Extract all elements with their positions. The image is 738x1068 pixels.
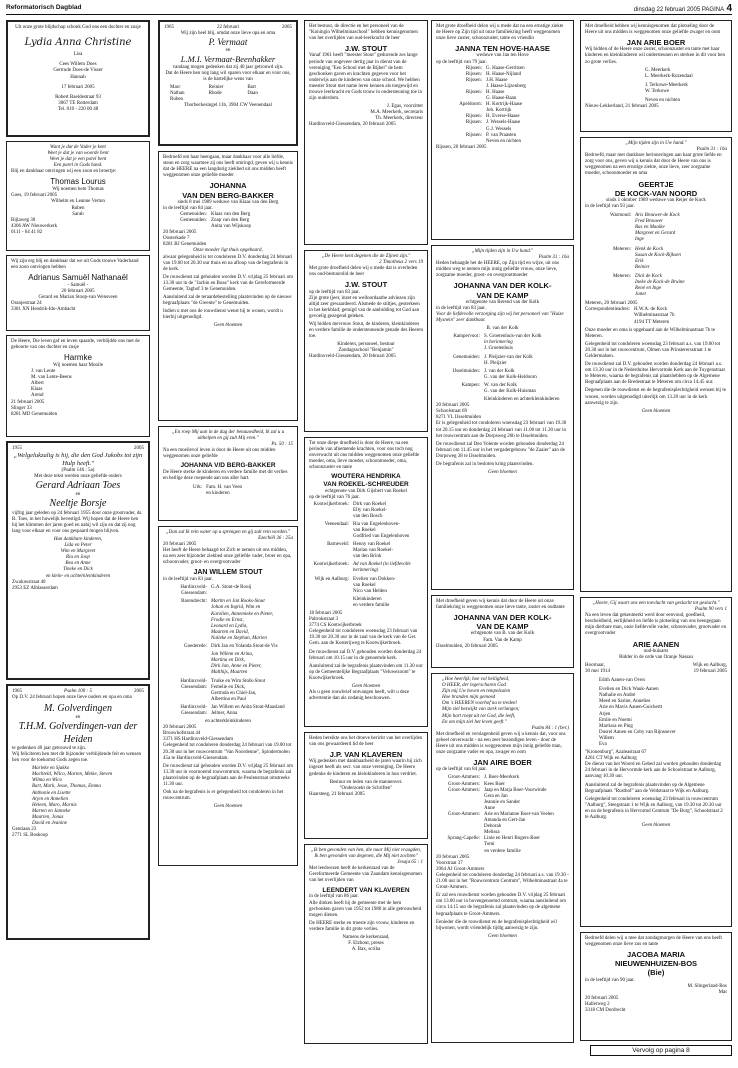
verse: „Mijn tijden zijn in Uw hand." — [625, 141, 687, 146]
verse-ref: 2 Timotheus 2 vers 19 — [379, 260, 423, 266]
ad-text: Met leedwezen heeft de kerkenraad van de Gereformeerde Gemeente van Zaandam kennisgenomen van het overlijden van — [309, 866, 422, 884]
deceased-name: JOHANNA V/D BERG-BAKKER — [180, 462, 276, 470]
ad-body-3: De rouwdienst zal gehouden worden D.V. vrijdag 25 februari om 13.30 uur in voornoemd rouwcentrum, waarna de begrafenis zal plaatsvinden op de begraafplaats aan de Peulenstraat omstreeks 11.30 uur. — [163, 763, 294, 787]
page-header — [6, 3, 732, 15]
deceased-name: ARIE AANEN — [632, 639, 680, 649]
child-name: Harmke — [63, 353, 92, 363]
ad-text: Wij zijn erg blij en dankbaar dat we uit Gods trouwe Vaderhand een zoon ontvingen hebben — [11, 259, 139, 271]
name-2: Neeltje Borsje — [49, 498, 107, 510]
ad-text: Wij zijn heel blij, omdat onze lieve opa en oma — [180, 31, 276, 37]
date: 20 februari 2005 — [163, 725, 197, 731]
age: op de leeftijd van 83 jaar. — [309, 289, 360, 295]
birth-death-dates: 30 mei 1914 19 februari 2005 — [585, 668, 727, 674]
child-name: Adrianus Samuël Nathanaël — [28, 273, 128, 283]
spouse: sinds 1 oktober 1989 weduwe van Reijer de Kock — [606, 197, 706, 203]
school-notice-stout — [304, 20, 428, 245]
deceased-name-1: JOHANNA — [209, 181, 247, 191]
ad-text: Na een moeilevol leven is door de Heere uit ons midden weggenomen onze geliefde — [163, 448, 276, 460]
birth-date: 20 februari 2005 — [61, 289, 95, 295]
notice-stout-zondagsschool — [304, 250, 428, 432]
ad-body-2: Vanaf 1961 heeft "meester Stout" gedurende zes lange periode van ongeveer dertig jaar in dienst van de vereniging "Een School met de Bijbel" de hem geschonken gaven en krachten gegeven voor het onderwijs aan de kinderen van onze school. We hebben meester Stout met name leren kennen als toegewijd en trouwe leerkracht en Gods trouw in ondersteuning toe in zijn ouderdom. — [309, 53, 423, 102]
age: in de leeftijd van 90 jaar. — [585, 977, 635, 983]
nickname: (Bie) — [647, 968, 665, 978]
verse-ref: Jesaja 65 : 1 — [397, 860, 423, 866]
place-date: Nieuw-Lekkerland, 21 februari 2005 — [585, 104, 659, 110]
ad-body-4: Ook na de begrafenis is er gelegenheid tot condoleren in het rouwcentrum. — [163, 790, 284, 802]
name-1: M. Golverdingen — [44, 703, 112, 715]
verse-ref: Ezechiël 36 : 25a — [258, 536, 293, 542]
family-list: Hun dankbare kinderen, Lida en Peter Wim en Margreet Ria en Joop Bea en Anne Tineke en Dick en klein- en achterkleinkinderen — [45, 536, 111, 579]
signature: Bestuur en leden van de mannenver. "Onderzoekt de Schriften" — [329, 779, 403, 791]
ad-text: Bedroefd delen wij u mee dat zondagmorgen de Heere van ons heeft weggenomen onze lieve zus en tante — [585, 936, 722, 948]
ad-body: De Heere sterke de kinderen en verdere familie met dit verlies en heilige deze roepende aan ons aller hart. — [163, 470, 288, 482]
child-nickname: - Samuël - — [67, 282, 89, 288]
signature: J. Egas, voorzitter M.A. Meerkerk, secretaris Th. Meerkerk, directeur — [370, 104, 423, 122]
deceased-name-2: DE KOCK-VAN NOORD — [614, 188, 698, 198]
signature: Namens de kerkenraad, F. Elzhout, preses A. Bax, scriba — [342, 935, 390, 953]
verse-ref: Ps. 50 : 15 — [271, 442, 293, 448]
ad-body: Wij bidden of de Heere onze zuster, schoonzuster en tante met haar kinderen en kleinkinderen wil ondersteunen en sterken in dit voor hen zo grote verlies. — [585, 47, 725, 65]
city: 3067 TE Rotterdam — [58, 100, 98, 106]
ad-body-3: Eenieder die de rouwdienst en de begrafenisplechtigheid wil bijwonen, wordt vriendelijk tijdig aanwezig te zijn. — [436, 919, 557, 931]
anniversary-years: 1965 22 februari 2005 — [164, 25, 292, 30]
correspondence-address: Correspondentieadres: H.W.A. de Kock Wilhelminastraat 7b 4194 TT Meteren — [585, 307, 675, 325]
obituary-geertje-de-kock — [580, 137, 732, 592]
address: Hallerweg 2 3318 CM Dordrecht — [585, 1001, 626, 1014]
address: Bijlaweg 30 4306 AW Nieuwerkerk 0111 - 64 41 82 — [11, 217, 58, 235]
verse: „En roep Mij aan in de dag der benauwdheid, Ik zal u u uithelpen en gij zult Mij eren." — [171, 430, 285, 442]
deceased-name: J.P. VAN KLAVEREN — [329, 750, 403, 760]
family-list: M. Slingerland-Bos Mar — [687, 983, 727, 995]
ad-text: Tot onze diepe droefheid is door de Heere, na een periode van afnemende krachten, voor ons toch nog onverwacht uit ons midden weggenomen onze geliefde moeder, oma, lieve moeder, schoonmoeder, oma, schoonzuster en tante — [309, 441, 420, 471]
verse: „Dan zal Ik rein water op u sprengen en gij zult rein worden." — [165, 530, 291, 535]
parents: J. van Lente M. van Lente-Beens Albert Klaas Arend — [31, 369, 72, 399]
date: 20 februari 2005 — [163, 230, 197, 236]
ad-text: Met grote droefheid delen wij u mede dat is overleden ons oud-bestuurslid de heer — [309, 266, 418, 278]
ad-body: Wij gedenken met dankbaarheid de jaren waarin hij zich ingezet heeft als secr. van onze vereniging. De Heere gedenke de kinderen en kleinkinderen in hun verdriet. — [309, 759, 422, 777]
ad-body-4: Degenen die de rouwdienst en de begrafenisplechtigheid wensen bij te wonen, worden uitgenodigd uiterlijk om 13.20 uur in de kerk aanwezig te zijn. — [585, 388, 726, 406]
birth-date: Goes, 19 februari 2005 — [11, 193, 58, 199]
ad-body: sinds 8 mei 1989 weduwe van Klaas van den Berg — [177, 199, 279, 205]
deceased-name-2: VAN DE KAMP — [476, 622, 529, 632]
ad-body: vijftig jaar geleden op 24 februari 1955 door onze grootvader, ds. B. Toes, in het huwelijk bevestigd. Wij hopen dat de Heere hen bij het klimmen der jaren goed en nabij wil zijn en dat zij nog lang voor elkaar en voor ons gespaard mogen blijven. — [12, 510, 143, 534]
notice-leendert-van-klaveren — [304, 844, 428, 1044]
date: 20 februari 2005 — [436, 854, 470, 860]
deceased-name: JANNA TEN HOVE-HAASE — [455, 44, 550, 54]
birth-ad-harmke — [6, 335, 150, 437]
family-list: Edith Aanen-van Oven Evelien en Dick Wauk-Aanen Nathalie en André Meed en Sarine, Annelies Arie en Mavis Aanen-Guichertt Arjen Emile en Noemi Marrissa en Ping Dusrel Aanen en Coby van Rijnsoever Willem Eva — [599, 678, 676, 748]
ad-body-2: Aansluitend zal de begrafenis plaatsvinden op de Algemene Begraafplaats "Rusthof" aan de Veldstraat te Wijk en Aalburg. — [585, 782, 710, 794]
verse-ref: Psalm 90 vers 1 — [694, 607, 727, 613]
address: Robert Baeldestraat 93 — [55, 94, 101, 100]
deceased-name-1: JACOBA MARIA — [626, 950, 686, 960]
spouse: echtgenote van Berend van der Kolk — [465, 299, 540, 305]
continued-on-page-8-link[interactable]: Vervolg op pagina 8 — [590, 1045, 732, 1056]
deceased-name-1: JOHANNA VAN DER KOLK- — [453, 613, 552, 623]
ad-text: Met droefheid geven wij kennis dat door de Heere uit onze familiekring is weggenomen onze lieve tante, zuster en oudtante — [436, 599, 565, 611]
anniversary-ad-toes — [6, 441, 150, 680]
address: Oosterkade 7 8281 BJ Genemuiden — [163, 236, 207, 248]
deceased-name: LEENDERT VAN KLAVEREN — [322, 886, 410, 894]
ad-body-3: De rouwdienst zal gehouden worden D.V. vrijdag 25 februari om 13.30 uur in de "Jachin en Boaz" kerk van de Gereformeerde Gemeente, Taghof 3 te Genemuiden. — [163, 274, 294, 292]
family-list: Hardinxveld-Giessendam: G.A. Stout-de Rooij Barendrecht: Martin en Jan Rooks-Stout Johan en Ingrid, Wim en Karolien, Annemieke en Pieter, Frodie en Ernst, Leonard en Lydia, Maarten en David, Nalieke en Stephan, Marien Goederede: Dirk Jan en Yolanda Stout-de Vis Jan Willem en Arina, Martina en Dirk, Dirk Jan, Anne en Pieter, Matthijs, Maarten Hardinxveld-Giessendam: Truike en Wim Stolk-Stout Femelie en Dick, Gertruda en Chiel-Jan, Albertina en Paul Hardinxveld-Giessendam: Jan Willem en Anita Stout-Maasland Jelmer, Anna — [180, 585, 285, 716]
obituary-jan-willem-stout — [158, 526, 298, 866]
ad-body-2: De rouwdienst zal Deo Volente worden gehouden donderdag 24 februari om 11.45 uur in het vergadergebouw "de Zaaier" aan de Dorpsweg 38 te IJsselmuiden. — [436, 441, 565, 459]
conjunction: en — [75, 492, 81, 498]
address: Zwaluwstraat 40 2953 EZ Alblasserdam — [12, 579, 58, 591]
verse-ref: Psalm 31 : 16a — [696, 147, 727, 153]
notice-johanna-van-de-kamp — [431, 595, 574, 668]
parents: Wilhelm en Leanne Verton Ruben Sarah — [51, 199, 105, 217]
name-1: Gerard Adriaan Toes — [35, 480, 121, 492]
ad-text: Met deze tekst werden onze geliefde ouders — [34, 474, 122, 480]
note: Voor de liefdevolle verzorging zijn wij het personeel van "Huize Mysnein" zeer dankbaar. — [436, 311, 564, 324]
date: 20 februari 2005 — [585, 995, 619, 1001]
ad-text: Met droefheid en verslagenheid geven wij u kennis dat, voor ons geheel onverwacht - na een zeer bezondigen leven - door de Heere uit ons midden is weggenomen mijn innig geliefde man, onze zorgzame vader en opa, zwager en oom — [436, 731, 566, 756]
place-date: IJsselmuiden, 20 februari 2005 — [436, 643, 498, 649]
deceased-name: JAN ARIE BOER — [626, 38, 686, 48]
address: Voorstraat 37 2964 AJ Groot-Ammers — [436, 860, 485, 872]
ad-footer: Als u geen rouwbrief ontvangen heeft, wilt u deze advertentie dan als zodanig beschouwen. — [309, 690, 410, 702]
place-date: Hardinxveld-Giessendam, 20 februari 2005 — [309, 354, 396, 360]
no-flowers-note: Geen bloemen — [213, 323, 243, 329]
signature: Kinderen, personeel, bestuur Zondagsschool "Benjamin" — [337, 342, 395, 354]
parent-1: Cees Willem Does — [59, 62, 97, 68]
ad-body-2: De HEERE sterke en troeste zijn vrouw, kinderen en verdere familie in dit grote verlies. — [309, 920, 415, 932]
deceased-name-2: NIEUWENHUIZEN-BOS — [614, 959, 698, 969]
age: op de leeftijd van 76 jaar. — [309, 495, 360, 501]
ad-body-3: De begrafenis zal in besloten kring plaatsvinden. — [436, 462, 534, 467]
name-2: T.H.M. Golverdingen-van der Heiden — [18, 721, 138, 745]
ad-body: vandaag mogen gedenken dat zij 40 jaar getrouwd zijn. — [172, 64, 284, 70]
newspaper-name: Reformatorisch Dagblad — [6, 4, 82, 11]
age: in de leeftijd van 86 jaar. — [309, 894, 359, 900]
name-1: P. Vermaat — [208, 37, 248, 48]
deceased-name: J.W. STOUT — [344, 280, 388, 290]
family-list: Kootwijkerbroek: Dirk van Roekel Elly van Roekel- van den Bosch Veenendaal: Ria van Engelenhoven- van Roekel Godfried van Engelenhoven Barneveld: Henny van Roekel Marian van Roekel- van den Brink Kootwijkerbroek: Ad van Roekel (in liefdevolle herinnering) Wijk en Aalburg: Evelien van Dokken- van Roekel Nico van Helden Kleinkinderen en verdere familie — [313, 501, 411, 608]
spouse: echtgenote van Dirk Gijsbert van Roekel — [325, 489, 407, 495]
ad-text: Bedroefd, maar met dankbare herinneringen aan haar grote liefde en zorg voor ons, geven wij u kennis dat door de Heere van ons is weggenomen na een ernstige ziekte, onze lieve, zeer zorgzame moeder, schoonmoeder en oma — [585, 153, 722, 177]
no-flowers-note: Geen bloemen — [641, 823, 671, 829]
date-line: 20 februari 2005 — [163, 542, 197, 548]
note: Onze moeder ligt thuis opgebaard, — [193, 248, 263, 254]
obituary-jacoba-nieuwenhuizen — [580, 932, 732, 1041]
date: 20 februari 2005 — [436, 403, 470, 409]
ad-body-5: Indien u met ons de rouwdienst wenst bij te wonen, wordt u hierbij uitgenodigd. — [163, 309, 283, 321]
verse: „De Heere kent degenen die de Zijnen zijn." — [321, 254, 411, 259]
family-list: Groot-Ammers: J. Boer-Meerkerk Groot-Ammers: Kees Boer Groot-Ammers: Jaap en Marja Boer-Voorwinde Gera en Jan Jeannie en Sander Anne Groot-Ammers: Arie en Marianne Boer-van Veelen Amanda en Gert-Jan Deborah Melissa Sprang-Capelle: Linie en Henri Bogers-Boer Tomi en verdere familie — [447, 775, 554, 854]
obituary-jan-aire-boer — [431, 673, 574, 1043]
address: Paltrokstraat 3 3774 CS Kootwijkerbroek — [309, 617, 362, 629]
obituary-arie-aanen — [580, 597, 732, 927]
age: in de leeftijd van 84 jaar. — [163, 205, 213, 211]
verse: „Mijn tijden zijn in Uw hand." — [471, 249, 534, 254]
ad-body: Het heeft de Heere behaagd tot Zich te nemen uit ons midden, na een zeer bijzonder ziekbed onze geliefde vader, broer en opa, schoonvader, groot- en overgrootvader — [163, 548, 292, 566]
family-list: G. Meerkerk L. Meerkerk-Rozendaal J. Terkowe-Meerkerk W. Terkowe Neven en nichten — [645, 67, 693, 103]
family-list: Marieke en Sjakko Machteld, Wilco, Marten, Meike, Steven Wilma en Wico Bart, Mark, Jesse, Thomas, Emma Anthonie en Lisette Arjen en Annelien Heleen, Maro, Marnix Marten en Janneke Maarten, Jonas David en Jeanine — [32, 766, 113, 826]
anniversary-years: 1955 2005 — [12, 446, 144, 451]
no-flowers-note: Geen bloemen — [213, 804, 243, 810]
age: in de leeftijd van 83 jaar. — [436, 305, 486, 311]
birth-ad-lydia — [6, 20, 150, 137]
ad-body-2: Gelegenheid tot condoleren donderdag 24 februari van 19.00 tot 20.30 uur in het rouwcentrum "Van Noordenne", Spindermolen 45a te Hardinxveld-Giessendam. — [163, 743, 292, 761]
child-name: Lydia Anna Christine — [24, 37, 132, 49]
family-list: Warmond: Aris Brouwer-de Kock Fred Brouwer Bas en Maaike Margreet en Gerard Inge Meteren: Henk de Kock Susan de Kock-Rijksen Erik Reinier Meteren: Dick de Kock Ineke de Kock-de Bruine René en Inge Janet — [610, 213, 685, 298]
child-nickname: Wij noemen hem Thomas — [52, 187, 104, 193]
family-list: Kampervoor: S. Groetenhuis-van der Kolk in herinnering J. Groetenhuis Genemuiden: J. Pleijzier-van der Kolk H. Pleijzier IJsselmuiden: J. van der Kolk G. van der Kolk-Heldoorn Kampen: W. van der Kolk G. van der Kolk-Huisman Kleinkinderen en achterkleinkinderen — [452, 334, 560, 403]
ad-body: te gedenken 40 jaar getrouwd te zijn. — [12, 745, 86, 751]
address: Slinger 33 8281 MD Genemuiden — [11, 405, 58, 417]
obituary-johanna-urk — [158, 426, 298, 521]
age: in de leeftijd van 93 jaar. — [585, 203, 635, 209]
obituary-johanna-berg-bakker — [158, 151, 298, 421]
ad-text: Heden bereikte ons het droeve bericht van het overlijden van ons gewaardeerd lid de heer — [309, 736, 423, 748]
place-date: Haarsteeg, 21 februari 2005 — [309, 791, 365, 797]
ad-body-4: Aansluitend zal de teraardebestelling plaatsvinden op de nieuwe begraafplaats "de Greente" te Genemuiden. — [163, 295, 292, 307]
deceased-name-1: GEERTJE — [638, 179, 674, 189]
no-flowers-note: Geen bloemen — [351, 684, 381, 690]
phone: Tel. 010 - 220 00 48 — [57, 106, 99, 112]
ad-body-2: alwaar gelegenheid is tot condoleren D.V. donderdag 24 februari van 19.00 tot 20.30 uur thuis en na afloop van de begrafenis in de kerk. — [163, 254, 293, 272]
verse: Want je dat de Vader je kent Weet je dat je van woorde bent Weet je dat je een parel bent Een parel in Gods hand. — [47, 145, 109, 169]
ad-body-2: De rouwdienst zal D.V. gehouden worden donderdag 24 februari om 10.15 uur in de genoemde kerk. — [309, 649, 422, 661]
birth-date: 17 februari 2005 — [61, 84, 95, 90]
ad-text: Met grote droefheid delen wij u mede dat na een ernstige ziekte de Heere op Zijn tijd uit onze familiekring heeft weggenomen onze lieve zuster, schoonzuster, tante en vriendin — [436, 24, 564, 42]
ad-body-3: Aansluitend zal de begrafenis plaatsvinden om 11.30 uur op de Gemeentelijke Begraafplaats "Veluwezoom" te Kootwijkerbroek. — [309, 663, 423, 681]
signature: Urk: Fam. H. van Veen en kinderen — [193, 484, 243, 496]
birth-death: Hoornaar, Wijk en Aalburg, — [585, 662, 727, 668]
notice-jan-arie-boer — [580, 20, 732, 132]
notice-van-klaveren-mannenver — [304, 732, 428, 839]
ad-intro: Uit onze grote blijdschap schonk God ons een dochter en zusje — [15, 25, 141, 30]
birth-ad-adrianus — [6, 255, 150, 331]
ad-body-2: Wij bidden mevrouw Stout, de kinderen, kleinkinderen en verdere familie de ondersteunende genade des Heeren toe. — [309, 321, 423, 340]
honour: Ridder in de orde van Oranje Nassau — [619, 654, 693, 660]
family-list: Gemenuiden: Klaas van den Berg Gemenuiden: Zoap van den Berg Anita van Wijskoop — [180, 211, 251, 230]
family-list: Rijssen: G. Haase-Gerritsen Rijssen: H. Haase-Nijland Rijssen: J.H. Haase J. Haase-Lijzenberg Rijssen: H. Haase G. Haase-Baan Apeldoorn: H. Kortrijk-Haase Joh. Kortrijk Rijssen: H. Everse-Haase Rijssen: J. Wessels-Haase G.J. Wessels Rijssen: P. van Praasten Neven en nichten — [459, 65, 526, 144]
address: Brouwhofstraat 44 3371 HS Hardinxveld-Giessendam — [163, 731, 233, 743]
no-flowers-note: Geen bloemen — [488, 933, 517, 939]
ad-body: Het bestuur, de directie en het personeel van de "Koningin Wilhelminaschool" hebben kennisgenomen van het overlijden van oud-leerkracht de heer — [309, 24, 418, 42]
obituary-woutera-van-roekel — [304, 437, 428, 727]
deceased-name-1: JOHANNA VAN DER KOLK- — [453, 281, 552, 291]
deceased-name-2: VAN DEN BERG-BAKKER — [182, 190, 274, 200]
date: Meteren, 20 februari 2005 — [585, 301, 638, 307]
deceased-name: JAN WILLEM STOUT — [193, 568, 263, 576]
anniversary-ad-golverdingen — [6, 684, 150, 940]
ad-body-2: Wij feliciteren hen met dit bijzonder verblijdende feit en wensen hen voor de toekomst Gods zegen toe. — [12, 751, 142, 764]
ad-body: Zijn grote (jeer, inzet en welloordaarbe adviezen zijn altijd zeer gewaardeerd. Alsmede de stiltjes, gesterkeen in het kerkblad; getuigd van de aanbidding tot God aan gevoelig gezegend geleken. — [309, 295, 420, 319]
age: op de leeftijd van 84 jaar. — [436, 767, 487, 773]
ad-text: Op D.V. 24 februari hopen onze lieve ouders en opa en oma — [12, 695, 132, 701]
ad-text: Na een leven dat gekenmerkt werd door eenvoud, goedheid, bescheidheid, eerlijkheid en liefde is plotseling van ons heengegaan mijn dierbare man, onze liefdevolle vader, schoonvader, grootvader en overgrootvader — [585, 613, 727, 637]
name-2: L.M.I. Vermaat-Beenhakker — [180, 54, 276, 65]
ad-body: Alle dinken heeft hij de gemeente met de hem gechonken gaven van 1952 tot 1980 in alle getrouwheid mogen dienen. — [309, 900, 422, 918]
ad-body: De dienst van het Woord en Gebed zal worden gehouden donderdag 24 februari in de Hervormde kerk aan de Schoolstraat te Aalburg, aanvang 10.30 uur. — [585, 762, 722, 780]
obituary-janna-ten-hove — [431, 20, 574, 240]
verse: „Ik ben gevonden van hen, die naar Mij niet vraagden, Ik ben gevonden van degenen, die Mij niet zochten" — [310, 848, 422, 860]
deceased-name-2: VAN ROEKEL-SCHREUDER — [323, 481, 409, 489]
age: in de leeftijd van 83 jaar. — [163, 577, 213, 583]
deceased-name: J.W. STOUT — [344, 44, 388, 54]
ad-body-3: De rouwdienst zal D.V. gehouden worden donderdag 24 februari a.s. om 13.30 uur in de Nederduitse Hervormde Kerk aan de Tuygenstraat te Meteren, waarna de begrafenis zal plaatshebben op de Algemene Begraafplaats aan de Bredestraat te Meteren om circa 14.45 uur. — [585, 362, 725, 386]
verse: „Welgelukzalig is hij, die den God Jakobs tot zijn Hulp heeft." — [13, 452, 143, 468]
signature: Fam. Van de Kamp — [483, 637, 522, 643]
birth-date: 21 februari 2005 — [11, 399, 45, 405]
verse-ref: Psalm 84 : 1 (ber.) — [531, 725, 569, 731]
ad-text: Heden behaagde het de HEERE, op Zijn tijd en wijze, uit ons midden weg te nemen mijn innig geliefde vrouw, onze lieve, zorgzame moeder, groot- en overgrootmoeder — [436, 261, 559, 279]
parent-2: Gertrude Does-de Visser — [53, 68, 103, 74]
address: Thorbeckesingel 11b, 3904 CW Veenendaal — [184, 103, 272, 109]
conjunction: en — [75, 715, 81, 721]
address: Schoolstraat 69 8271 VL IJsselmuiden — [436, 409, 481, 421]
ad-body-2: Dat de Heere hen nog lang wil sparen voor elkaar en voor ons, is de hartelijke wens van — [165, 70, 291, 82]
ad-body: Gelegenheid tot condoleren woensdag 23 februari van 19.30 tot 20.30 uur in de zaal van de kerk van de Ger. Gem. aan de Kosterijweg te Kootwijkerbroek. — [309, 629, 418, 647]
no-flowers-note: Geen bloemen — [488, 470, 517, 476]
verse: „Hoere, Gij waart ons een toevlucht van geslacht tot geslacht." — [592, 601, 720, 606]
ad-text: Met droefheid hebben wij kennisgenomen dat plotseling door de Heere uit ons midden is weggenomen onze geliefde zwager en oom — [585, 24, 721, 36]
verse-ref: Psalm 31 : 16a — [538, 255, 569, 261]
address: Oranjestraat 24 3381 XN Hendrik-Ido-Ambacht — [11, 301, 76, 313]
parents: Gerard en Marian Stoop-van Wensveen — [38, 295, 118, 301]
ad-body: Gelegenheid tot condoleren donderdag 24 februari a.s. van 19.30 - 21.00 uur in het "Rouwcentrum Centrum", Wilhelminastraat 4a te Groot-Ammers. — [436, 872, 569, 891]
verse: „Hoe heerlijk, hoe vol heiligheid, O HEER, der legerscharen God Zijn mij Uw hoven en tempelzalen Hoe branden mijn gemoed Om 's HEEREN voorhof na te treden! Mijn ziel bezwijkt van sterk verlangen; Mijn hart roept uit tot God, die leeft, En om mijn ziel het leven geeft." — [442, 677, 520, 725]
anniversary-ad-vermaat — [158, 20, 298, 146]
spouse: echtgenote van B. van der Kolk — [470, 631, 535, 637]
ad-body-2: Gelegenheid tot condoleren woensdag 23 februari a.s. van 19.00 tot 20.30 uur in het rouwcentrum, Olmen van Prinsterersstraat 1 te Geldermalsen. — [585, 341, 721, 359]
extra-family: en achterkleinkinderen — [205, 719, 251, 725]
ad-body: Onze moeder en oma is opgebaard aan de Wilhelminastraat 7b te Meteren. — [585, 327, 715, 339]
age: op de leeftijd van 79 jaar. — [436, 59, 487, 65]
spouse: weduwe van Jan ten Hove — [476, 53, 529, 59]
ad-text: Blij en dankbaar ontvingen wij een zoon en broertje: — [11, 169, 117, 175]
anniversary-years: 1965 Psalm 100 : 5 2005 — [12, 689, 144, 694]
deceased-name-2: VAN DE KAMP — [476, 290, 529, 300]
child-nickname: Wij noemen haar Mooile — [53, 362, 103, 368]
place-date: Rijssen, 20 februari 2005 — [436, 144, 487, 150]
verse-ref: (Psalm 146 : 5a) — [61, 467, 95, 473]
nickname: Lisa — [73, 52, 83, 58]
ad-body: Er is gelegenheid tot condoleren woensdag 23 februari van 19.30 tot 20.15 uur en donderdag 24 februari van 11.00 tot 11.30 uur in het rouwcentrum aan de Dorpsweg 26b te IJsselmuiden. — [436, 421, 567, 439]
ad-intro: Bedroefd om haar heengaan, maar dankbaar voor alle liefde, steun en zorg waarmee zij ons heeft omringd, geven wij u kennis dat de HEERE na een langdurig ziekbed uit ons midden heeft weggenomen onze geliefde moeder — [163, 155, 293, 179]
address: Gentiaan 23 2771 SL Boskoop — [12, 827, 48, 839]
deceased-name: JAN AIRE BOER — [473, 758, 532, 768]
obituary-johanna-van-der-kolk — [431, 245, 574, 590]
birth-ad-thomas — [6, 141, 150, 251]
place-date: Hardinxveld-Giessendam, 20 februari 2005 — [309, 122, 396, 128]
date: 18 februari 2005 — [309, 611, 343, 616]
occupation: oud-huisarts — [643, 648, 669, 654]
ad-body-3: Gelegenheid tot condoleren woensdag 23 februari in rouwcentrum "Aalburg", Steegstraat 1 te Wijk en Aalburg, van 19.30 tot 20.30 uur en na de begrafenis in Hervormd Centrum "De Burg", Schoolstraat 2 te Aalburg. — [585, 796, 723, 821]
child-name: Thomas Lourus — [50, 177, 106, 187]
address: "Kronenburg", Azaleastraat 67 4261 CT Wijk en Aalburg — [585, 750, 647, 762]
conjunction: en — [225, 48, 231, 54]
page-date: dinsdag 22 februari 2005 PAGINA 4 — [633, 3, 732, 14]
ad-body-2: Er zal een rouwdienst worden gehouden D.V. vrijdag 25 februari om 13.00 uur in bovengenoemd centrum, waarna aansluitend om circa 14.15 uur de begrafenis zal plaatsvinden op de algemene begraafplaats te Groot-Ammers. — [436, 893, 566, 917]
deceased-name-1: WOUTERA HENDRIKA — [331, 473, 401, 481]
sibling: Hannah — [70, 74, 86, 80]
ad-text: De Heere, Die leven gaf en leven spaarde, verblijdde ons met de geboorte van ons dochter en zusje — [11, 339, 140, 351]
signature: B. van der Kolk — [486, 326, 519, 332]
grandchildren: Marc Reinier Bart Nathan Rhode Daan Ruben — [170, 84, 258, 103]
no-flowers-note: Geen bloemen — [641, 408, 671, 414]
